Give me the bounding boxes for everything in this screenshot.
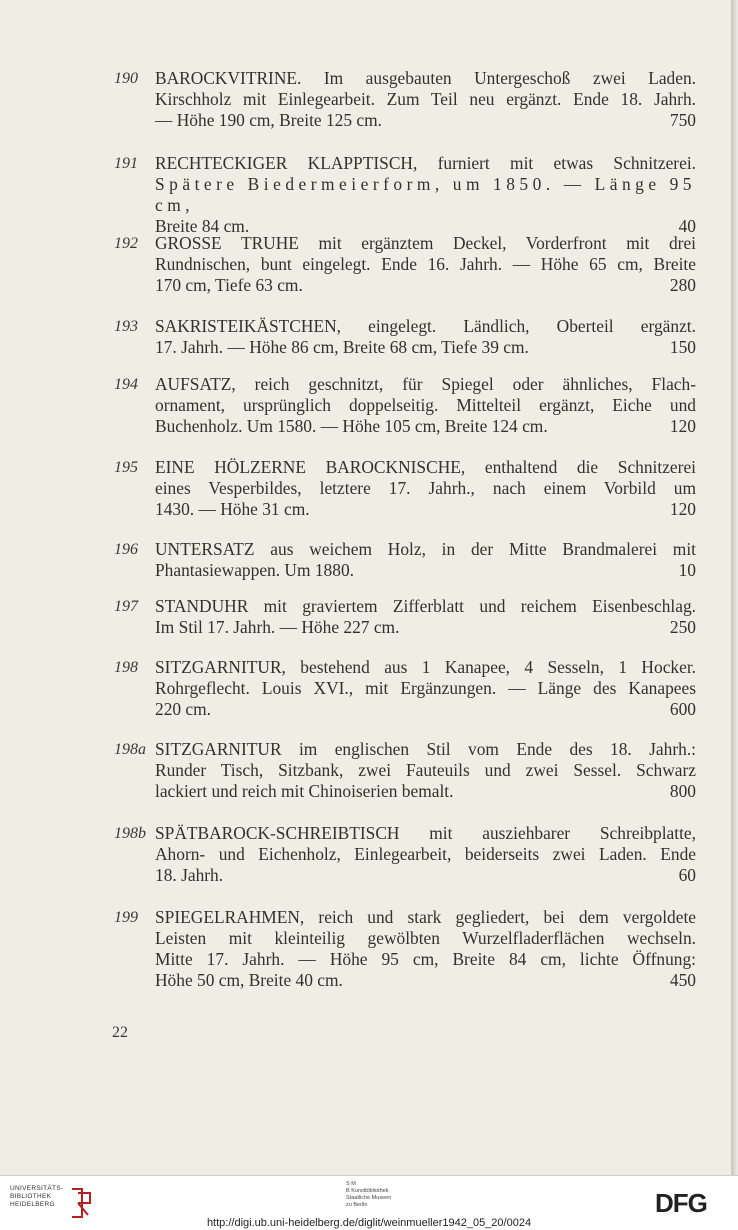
lot-description [155, 539, 696, 581]
lot-description [155, 233, 696, 296]
lot-number: 194 [114, 376, 138, 393]
last-line-with-price [155, 781, 696, 802]
dfg-logo[interactable]: DFG [655, 1188, 707, 1218]
lot-price: 10 [678, 560, 696, 580]
lot-number: 198 [114, 659, 138, 676]
description-line: AUFSATZ, reich geschnitzt, für Spiegel oder ähnliches, Flach- [155, 374, 696, 394]
description-line: ornament, ursprünglich doppelseitig. Mittelteil ergänzt, Eiche und [155, 395, 696, 415]
lot-description [155, 316, 696, 358]
last-line-with-price [155, 865, 696, 886]
description-line: Phantasiewappen. Um 1880. [155, 560, 354, 580]
lot-price: 750 [669, 110, 696, 130]
page-edge [731, 0, 738, 1175]
museum-stamp [346, 1181, 391, 1209]
lot-number: 195 [114, 459, 138, 476]
lot-price: 450 [669, 970, 696, 990]
last-line-with-price [155, 560, 696, 581]
description-line: BAROCKVITRINE. Im ausgebauten Untergeschoß zwei Laden. [155, 68, 696, 88]
lot-description [155, 374, 696, 437]
library-name-line: BIBLIOTHEK [10, 1193, 52, 1200]
description-line: STANDUHR mit graviertem Zifferblatt und reichem Eisenbeschlag. [155, 596, 696, 616]
description-line: 170 cm, Tiefe 63 cm. [155, 275, 303, 295]
stamp-line: zu Berlin [346, 1202, 368, 1208]
page-number: 22 [112, 1024, 128, 1041]
lot-number: 198b [114, 825, 146, 842]
description-line: EINE HÖLZERNE BAROCKNISCHE, enthaltend die Schnitzerei [155, 457, 696, 477]
description-line: 1430. — Höhe 31 cm. [155, 499, 310, 519]
description-line: 220 cm. [155, 699, 212, 719]
lot-price: 60 [678, 865, 696, 885]
description-line: Mitte 17. Jahrh. — Höhe 95 cm, Breite 84 cm, lichte Öffnung: [155, 949, 696, 969]
description-line: RECHTECKIGER KLAPPTISCH, furniert mit etwas Schnitzerei. [155, 153, 696, 173]
description-line: Kirschholz mit Einlegearbeit. Zum Teil neu ergänzt. Ende 18. Jahrh. [155, 89, 696, 109]
library-emblem-icon [68, 1185, 96, 1221]
last-line-with-price [155, 275, 696, 296]
description-line: UNTERSATZ aus weichem Holz, in der Mitte Brandmalerei mit [155, 539, 696, 559]
description-line: SITZGARNITUR, bestehend aus 1 Kanapee, 4 Sesseln, 1 Hocker. [155, 657, 696, 677]
lot-number: 199 [114, 909, 138, 926]
last-line-with-price [155, 617, 696, 638]
library-name-line: HEIDELBERG [10, 1201, 55, 1208]
lot-number: 192 [114, 235, 138, 252]
lot-description [155, 596, 696, 638]
description-line: Breite 84 cm. [155, 216, 250, 236]
description-line: Rundnischen, bunt eingelegt. Ende 16. Jahrh. — Höhe 65 cm, Breite [155, 254, 696, 274]
last-line-with-price [155, 110, 696, 131]
last-line-with-price [155, 970, 696, 991]
description-line: SITZGARNITUR im englischen Stil vom Ende des 18. Jahrh.: [155, 739, 696, 759]
last-line-with-price [155, 499, 696, 520]
description-line: Runder Tisch, Sitzbank, zwei Fauteuils und zwei Sessel. Schwarz [155, 760, 696, 780]
lot-number: 190 [114, 70, 138, 87]
lot-number: 196 [114, 541, 138, 558]
lot-price: 40 [678, 216, 696, 236]
university-library-logo[interactable] [10, 1185, 90, 1221]
description-line: Buchenholz. Um 1580. — Höhe 105 cm, Breite 124 cm. [155, 416, 548, 436]
lot-description [155, 153, 696, 237]
description-line: — Höhe 190 cm, Breite 125 cm. [155, 110, 382, 130]
description-line: lackiert und reich mit Chinoiserien bemalt. [155, 781, 454, 801]
description-line: eines Vesperbildes, letztere 17. Jahrh., nach einem Vorbild um [155, 478, 696, 498]
description-line: 17. Jahrh. — Höhe 86 cm, Breite 68 cm, Tiefe 39 cm. [155, 337, 529, 357]
lot-number: 198a [114, 741, 146, 758]
description-line: Ahorn- und Eichenholz, Einlegearbeit, beiderseits zwei Laden. Ende [155, 844, 696, 864]
description-line: Rohrgeflecht. Louis XVI., mit Ergänzungen. — Länge des Kanapees [155, 678, 696, 698]
lot-price: 150 [669, 337, 696, 357]
description-line: Leisten mit kleinteilig gewölbten Wurzelfladerflächen wechseln. [155, 928, 696, 948]
source-url[interactable]: http://digi.ub.uni-heidelberg.de/diglit/weinmueller1942_05_20/0024 [206, 1217, 532, 1229]
description-line: Im Stil 17. Jahrh. — Höhe 227 cm. [155, 617, 400, 637]
description-line: SPÄTBAROCK-SCHREIBTISCH mit ausziehbarer Schreibplatte, [155, 823, 696, 843]
last-line-with-price [155, 337, 696, 358]
last-line-with-price [155, 416, 696, 437]
stamp-line: B Kunstbibliothek [346, 1188, 389, 1194]
lot-description [155, 457, 696, 520]
last-line-with-price [155, 699, 696, 720]
lot-price: 800 [669, 781, 696, 801]
lot-price: 280 [669, 275, 696, 295]
lot-number: 193 [114, 318, 138, 335]
lot-price: 120 [669, 416, 696, 436]
lot-description [155, 823, 696, 886]
lot-price: 600 [669, 699, 696, 719]
description-line: Höhe 50 cm, Breite 40 cm. [155, 970, 343, 990]
description-line: 18. Jahrh. [155, 865, 224, 885]
stamp-line: Staatliche Museen [346, 1195, 392, 1201]
library-name-line: UNIVERSITÄTS- [10, 1185, 64, 1192]
lot-description [155, 739, 696, 802]
description-line: GROSSE TRUHE mit ergänztem Deckel, Vorderfront mit drei [155, 233, 696, 253]
stamp-line: S M [346, 1181, 356, 1187]
lot-number: 197 [114, 598, 138, 615]
viewer-footer [0, 1175, 738, 1230]
lot-number: 191 [114, 155, 138, 172]
lot-description [155, 68, 696, 131]
lot-price: 120 [669, 499, 696, 519]
description-line: SPIEGELRAHMEN, reich und stark gegliedert, bei dem vergoldete [155, 907, 696, 927]
description-line: SAKRISTEIKÄSTCHEN, eingelegt. Ländlich, Oberteil ergänzt. [155, 316, 696, 336]
lot-description [155, 657, 696, 720]
description-line: Spätere Biedermeierform, um 1850. — Länge 95 cm, [155, 174, 696, 215]
lot-price: 250 [669, 617, 696, 637]
lot-description [155, 907, 696, 991]
